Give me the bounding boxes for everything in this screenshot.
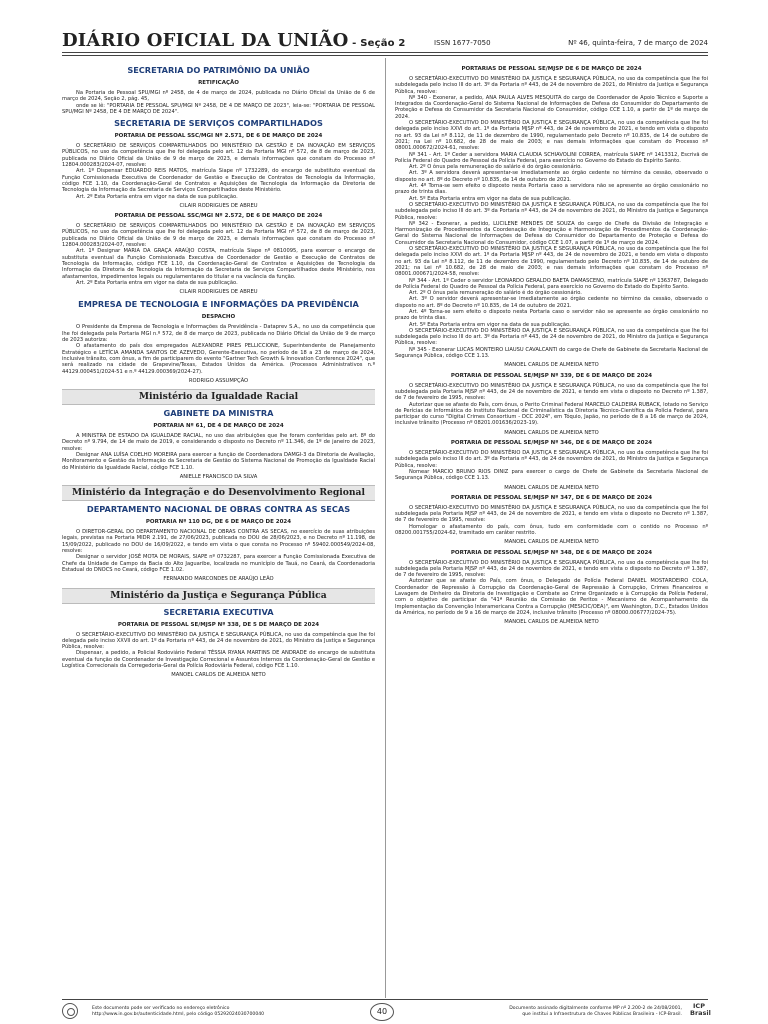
paragraph: Nº 345 - Exonerar LUCAS MONTEIRO LIAUSU CAVALCANTI do cargo de Chefe de Gabinete da Secretaria Nacional de Segurança Pública, código CCE 1.13. xyxy=(395,346,708,360)
paragraph: O SECRETÁRIO-EXECUTIVO DO MINISTÉRIO DA JUSTIÇA E SEGURANÇA PÚBLICA, no uso da competência que lhe foi subdelegada pelo inciso III do art. 3º da Portaria nº 443, de 24 de novembro de 2021, do Ministro da Justiça e Segurança Pública, resolve: xyxy=(395,327,708,347)
paragraph: O Presidente da Empresa de Tecnologia e Informações da Previdência - Dataprev S.A., no uso da competência que lhe foi delegada pela Portaria MGI n.º 572, de 8 de março de 2023, publicada no Diário Oficial da União de 9 de março de 2023 autoriza: xyxy=(62,324,375,344)
paragraph: Nº 340 - Exonerar, a pedido, ANA PAULA ALVES MESQUITA do cargo de Coordenador de Apoio Técnico e Suporte a Integrados da Coordenação-Geral do Sistema Nacional de Informações de Defesa do Consumidor do Departamento de Proteção e Defesa do Consumidor da Secretaria Nacional do Consumidor, código CCE 1.10, a partir de 1º de março de 2024. xyxy=(395,94,708,120)
paragraph: Art. 4º Torna-se sem efeito o disposto nesta Portaria caso a servidora não se apresente ao órgão cessionário no prazo de trinta dias. xyxy=(395,183,708,196)
signature: FERNANDO MARCONDES DE ARAÚJO LEÃO xyxy=(163,576,274,583)
paragraph: Art. 2º O ônus pela remuneração do salário é do órgão cessionário. xyxy=(409,164,582,171)
signature: ANIELLE FRANCISCO DA SILVA xyxy=(179,473,258,480)
paragraph: Autorizar que se afaste do País, com ônus, o Perito Criminal Federal MARCELO CALDEIRA RUBACK, lotado no Serviço de Perícias de Informática do Instituto Nacional de Criminalística da Diretoria Técnico-Científica da Polícia Federal, para participar do curso "Digital Crimes Consortium - DCC 2024", em Tóquio, Japão, no período de 8 a 16 de março de 2024, inclusive trânsito (Processo nº 08201.001636/2023-19). xyxy=(395,401,708,427)
paragraph: O SECRETÁRIO-EXECUTIVO DO MINISTÉRIO DA JUSTIÇA E SEGURANÇA PÚBLICA, no uso da competência que lhe foi subdelegada pelo inciso III do art. 3º da Portaria nº 443, de 24 de novembro de 2021, do Ministro da Justiça e Segurança Pública, resolve: xyxy=(395,450,708,469)
paragraph: O SECRETÁRIO-EXECUTIVO DO MINISTÉRIO DA JUSTIÇA E SEGURANÇA PÚBLICA, no uso da competência que lhe foi delegada pelo inciso XXVII do art. 1º da Portaria nº 443, de 24 de novembro de 2021, do Ministro da Justiça e Segurança Pública, resolve: xyxy=(62,631,375,651)
org-heading: GABINETE DA MINISTRA xyxy=(163,408,274,419)
org-heading: DEPARTAMENTO NACIONAL DE OBRAS CONTRA AS SECAS xyxy=(86,504,351,515)
left-column xyxy=(62,62,375,996)
paragraph: Art. 3º O servidor deverá apresentar-se imediatamente ao órgão cedente no término da cessão, observado o disposto no art. 8º do Decreto nº 10.835, de 14 de outubro de 2021. xyxy=(395,296,708,309)
act-title: PORTARIA DE PESSOAL SSC/MGI Nº 2.571, DE 6 DE MARÇO DE 2024 xyxy=(114,133,323,140)
act-title: DESPACHO xyxy=(201,314,236,321)
verification-line-1: Este documento pode ser verificado no endereço eletrônico xyxy=(92,1006,230,1011)
signature: RODRIGO ASSUMPÇÃO xyxy=(188,377,249,384)
right-column xyxy=(395,62,708,996)
act-title: PORTARIA DE PESSOAL SSC/MGI Nº 2.572, DE 6 DE MARÇO DE 2024 xyxy=(114,213,323,220)
header-rule xyxy=(62,52,708,53)
act-title: RETIFICAÇÃO xyxy=(198,80,239,86)
paragraph: O SECRETÁRIO-EXECUTIVO DO MINISTÉRIO DA JUSTIÇA E SEGURANÇA PÚBLICA, no uso da competência que lhe foi subdelegada pelo inciso III do art. 3º da Portaria nº 443, de 24 de novembro de 2021, do Ministro da Justiça e Segurança Pública, resolve: xyxy=(395,201,708,221)
masthead-title: DIÁRIO OFICIAL DA UNIÃO xyxy=(62,30,349,51)
act-title: PORTARIA Nº 110 DG, DE 6 DE MARÇO DE 2024 xyxy=(145,519,292,526)
act-title: PORTARIA DE PESSOAL SE/MJSP Nº 347, DE 6 DE MARÇO DE 2024 xyxy=(450,494,653,501)
act-title: PORTARIA DE PESSOAL SE/MJSP Nº 338, DE 5 DE MARÇO DE 2024 xyxy=(117,621,320,628)
org-heading: SECRETARIA DO PATRIMÔNIO DA UNIÃO xyxy=(127,65,310,75)
verification-note xyxy=(92,1006,322,1017)
issn: ISSN 1677-7050 xyxy=(434,39,491,47)
signature: MANOEL CARLOS DE ALMEIDA NETO xyxy=(504,484,599,491)
icp-brasil-logo: ICP Brasil xyxy=(690,1002,711,1017)
paragraph: Homologar o afastamento do país, com ônus, tudo em conformidade com o contido no Processo nº 08200.001755/2024-62, tramitado em caráter restrito. xyxy=(395,523,708,536)
paragraph: Art. 5º Esta Portaria entra em vigor na data de sua publicação. xyxy=(409,321,571,328)
paragraph: O SECRETÁRIO-EXECUTIVO DO MINISTÉRIO DA JUSTIÇA E SEGURANÇA PÚBLICA, no uso da competência que lhe foi subdelegada pelo inciso III do art. 3º da Portaria nº 443, de 24 de novembro de 2021, do Ministro da Justiça e Segurança Pública, resolve: xyxy=(395,76,708,95)
paragraph: onde se lê: "PORTARIA DE PESSOAL SPU/MGI Nº 2458, DE 4 DE MARÇO DE 2023", leia-se: "PORTARIA DE PESSOAL SPU/MGI Nº 2458, DE 4 DE MARÇO DE 2024". xyxy=(62,102,375,115)
paragraph: A MINISTRA DE ESTADO DA IGUALDADE RACIAL, no uso das atribuições que lhe foram conferidas pelo art. 8º do Decreto nº 9.794, de 14 de maio de 2019, e considerando o disposto no Decreto nº 11.346, de 1º de janeiro de 2023, resolve: xyxy=(62,433,375,452)
paragraph: O SECRETÁRIO DE SERVIÇOS COMPARTILHADOS DO MINISTÉRIO DA GESTÃO E DA INOVAÇÃO EM SERVIÇOS PÚBLICOS, no uso da competência que lhe foi delegada pelo art. 12 da Portaria MGI nº 572, de 8 de março de 2023, publicada no Diário Oficial da União de 9 de março de 2023, e demais informações que constam do Processo nº 12804.000283/2024-07, resolve: xyxy=(62,143,375,169)
paragraph: O SECRETÁRIO-EXECUTIVO DO MINISTÉRIO DA JUSTIÇA E SEGURANÇA PÚBLICA, no uso da competência que lhe foi delegada pelo inciso XXVI do art. 1º da Portaria MJSP nº 443, de 24 de novembro de 2021, e tendo em vista o disposto no art. 93 da Lei nº 8.112, de 11 de dezembro de 1990, regulamentado pelo Decreto nº 10.835, de 14 de outubro de 2021; na Lei nº 10.682, de 28 de maio de 2003; e nas demais informações que constam do Processo nº 08001.000671/2024-58, resolve: xyxy=(395,246,708,278)
paragraph: Art. 4º Torna-se sem efeito o disposto nesta Portaria caso o servidor não se apresente ao órgão cessionário no prazo de trinta dias. xyxy=(395,308,708,322)
page-header xyxy=(62,30,708,51)
ministry-banner: Ministério da Justiça e Segurança Pública xyxy=(62,588,375,604)
signature: MANOEL CARLOS DE ALMEIDA NETO xyxy=(504,619,599,626)
paragraph: Nomear MARCIO BRUNO RIOS DINIZ para exercer o cargo de Chefe de Gabinete da Secretaria Nacional de Segurança Pública, código CCE 1.13. xyxy=(395,468,708,482)
ministry-banner: Ministério da Igualdade Racial xyxy=(62,389,375,405)
paragraph: O SECRETÁRIO-EXECUTIVO DO MINISTÉRIO DA JUSTIÇA E SEGURANÇA PÚBLICA, no uso da competência que lhe foi subdelegada pela Portaria MJSP nº 443, de 24 de novembro de 2021, e tendo em vista o disposto no Decreto nº 1.387, de 7 de fevereiro de 1995, resolve: xyxy=(395,559,708,579)
section-label: - Seção 2 xyxy=(348,38,406,49)
signature: MANOEL CARLOS DE ALMEIDA NETO xyxy=(504,429,599,436)
act-title: PORTARIA DE PESSOAL SE/MJSP Nº 346, DE 6 DE MARÇO DE 2024 xyxy=(450,440,653,447)
signature: CILAIR RODRIGUES DE ABREU xyxy=(179,202,258,209)
paragraph: Autorizar que se afaste do País, com ônus, o Delegado de Polícia Federal DANIEL MOSTARDEIRO COLA, Coordenador de Repressão à Corrupção da Coordenação-Geral de Repressão à Corrupção, Crimes Financeiros e Lavagem de Dinheiro da Diretoria de Investigação e Combate ao Crime Organizado e à Corrupção da Polícia Federal, com o objetivo de participar da "41ª Reunião da Comissão de Peritos - Mecanismo de Acompanhamento da Implementação da Convenção Interamericana Contra a Corrupção (MESICIC/OEA)", em Washington, D.C., Estados Unidos da América, no período de 9 a 16 de março de 2024, inclusive trânsito (Processo nº 08000.006777/2024-75). xyxy=(395,578,708,616)
masthead xyxy=(62,30,406,51)
paragraph: Art. 1º Designar MARIA DA GRAÇA ARAÚJO COSTA, matrícula Siape nº 0810095, para exercer o encargo de substituta eventual da Função Comissionada Executiva de Coordenador de Gestão e Execução de Contratos de Tecnologia da Informação, código FCE 1.10, da Coordenação-Geral de Contratos e Aquisições de Tecnologia da Informação da Diretoria de Tecnologia da Informação da Secretaria de Serviços Compartilhados deste Ministério, nos afastamentos, impedimentos legais ou regulamentares do titular e na vacância da função. xyxy=(62,248,375,280)
paragraph: O SECRETÁRIO-EXECUTIVO DO MINISTÉRIO DA JUSTIÇA E SEGURANÇA PÚBLICA, no uso da competência que lhe foi delegada pelo inciso XXVI do art. 1º da Portaria MJSP nº 443, de 24 de novembro de 2021, e tendo em vista o disposto no art. 93 da Lei nº 8.112, de 11 de dezembro de 1990, regulamentado pelo Decreto nº 10.835, de 14 de outubro de 2021; na Lei nº 10.682, de 28 de maio de 2003; e nas demais informações que constam do Processo nº 08001.000672/2024-61, resolve: xyxy=(395,120,708,152)
paragraph: Art. 1º Dispensar EDUARDO REIS MATOS, matrícula Siape nº 1732289, do encargo de substituto eventual da Função Comissionada Executiva de Coordenador de Gestão e Execução de Contratos de Tecnologia da Informação, código FCE 1.10, da Coordenação-Geral de Contratos e Aquisições de Tecnologia da Informação da Diretoria de Tecnologia da Informação da Secretaria de Serviços Compartilhados deste Ministério. xyxy=(62,168,375,194)
paragraph: Art. 2º O ônus pela remuneração do salário é do órgão cessionário. xyxy=(409,290,582,297)
page-number: 40 xyxy=(370,1003,394,1021)
signature-note xyxy=(462,1006,682,1017)
act-title: PORTARIA DE PESSOAL SE/MJSP Nº 339, DE 6 DE MARÇO DE 2024 xyxy=(450,372,653,379)
paragraph: Nº 342 - Exonerar, a pedido, LUCILENE MENDES DE SOUZA do cargo de Chefe da Divisão de Integração e Harmonização de Procedimentos da Coordenação de Integração e Harmonização de Procedimentos da Coordenação-Geral do Sistema Nacional de Informações de Defesa do Consumidor do Departamento de Proteção e Defesa do Consumidor da Secretaria Nacional do Consumidor, código CCE 1.07, a partir de 1º de março de 2024. xyxy=(395,220,708,246)
org-heading: SECRETARIA DE SERVIÇOS COMPARTILHADOS xyxy=(114,118,323,129)
paragraph: O SECRETÁRIO-EXECUTIVO DO MINISTÉRIO DA JUSTIÇA E SEGURANÇA PÚBLICA, no uso da competência que lhe foi subdelegada pela Portaria MJSP nº 443, de 24 de novembro de 2021, e tendo em vista o disposto no Decreto nº 1.387, de 7 de fevereiro de 1995, resolve: xyxy=(395,504,708,524)
paragraph: Art. 2º Esta Portaria entra em vigor na data de sua publicação. xyxy=(76,279,238,286)
paragraph: O SECRETÁRIO DE SERVIÇOS COMPARTILHADOS DO MINISTÉRIO DA GESTÃO E DA INOVAÇÃO EM SERVIÇOS PÚBLICOS, no uso da competência que lhe foi delegada pelo art. 12 da Portaria MGI nº 572, de 8 de março de 2023, publicada no Diário Oficial da União de 9 de março de 2023, e demais informações que constam do Processo nº 12804.000283/2024-07, resolve: xyxy=(62,223,375,249)
ministry-banner: Ministério da Integração e do Desenvolvimento Regional xyxy=(62,485,375,501)
signature-note-line-2: que institui a Infraestrutura de Chaves Públicas Brasileira - ICP-Brasil. xyxy=(522,1011,682,1017)
signature: MANOEL CARLOS DE ALMEIDA NETO xyxy=(504,539,599,546)
paragraph: O DIRETOR-GERAL DO DEPARTAMENTO NACIONAL DE OBRAS CONTRA AS SECAS, no exercício de suas atribuições legais, previstas na Portaria MIDR 2.191, de 27/06/2023, publicada no DOU de 28/06/2023, e no Decreto nº 11.198, de 15/09/2022, publicado no DOU de 16/09/2022, e tendo em vista o que consta no Processo nº 59402.000549/2024-08, resolve: xyxy=(62,529,375,555)
paragraph: O afastamento do país dos empregados ALEXANDRE PIRES PELLICCIONE, Superintendente de Planejamento Estratégico e LETÍCIA AMANDA SANTOS DE AZEVEDO, Gerente-Executiva, no período de 18 a 23 de março de 2024, inclusive trânsito, com ônus, a fim de participarem do evento "Gartner Tech Growth & Innovation Conference 2024", que será realizado na cidade de Grapevine/Texas, Estados Unidos da América. (Processos Administrativos n.º 44129.000451/2024-51 e n.º 44129.000369/2024-27). xyxy=(62,343,375,375)
paragraph: Nº 341 - Art. 1º Ceder a servidora MARIA CLAUDIA SCHIAVOLINI CORREA, matrícula SIAPE nº 1413312, Escrivã de Polícia Federal do Quadro de Pessoal da Polícia Federal, para exercício no Governo do Estado do Espírito Santo. xyxy=(395,151,708,164)
signature: MANOEL CARLOS DE ALMEIDA NETO xyxy=(171,672,266,679)
signature: CILAIR RODRIGUES DE ABREU xyxy=(179,289,258,296)
paragraph: Nº 344 - Art. 1º Ceder o servidor LEONARDO GERALDO BAETA DAMASCENO, matrícula SIAPE nº 1363787, Delegado de Polícia Federal do Quadro de Pessoal da Polícia Federal, para exercício no Governo do Estado do Espírito Santo. xyxy=(395,277,708,290)
act-title: PORTARIA DE PESSOAL SE/MJSP Nº 348, DE 6 DE MARÇO DE 2024 xyxy=(450,549,653,556)
edition-info: Nº 46, quinta-feira, 7 de março de 2024 xyxy=(568,39,708,47)
paragraph: Dispensar, a pedido, a Policial Rodoviário Federal TÉSSIA RYANA MARTINS DE ANDRADE do encargo de substituta eventual da função de Coordenador de Investigação Correcional e Assuntos Internos da Coordenação-Geral de Gestão e Logística Correcionais da Corregedoria-Geral da Polícia Rodoviária Federal, código FCE 1.10. xyxy=(62,650,375,670)
org-heading: EMPRESA DE TECNOLOGIA E INFORMAÇÕES DA PREVIDÊNCIA xyxy=(78,299,359,310)
signature-note-line-1: Documento assinado digitalmente conforme MP nº 2.200-2 de 24/08/2001, xyxy=(509,1006,682,1011)
act-title: PORTARIAS DE PESSOAL SE/MJSP DE 6 DE MARÇO DE 2024 xyxy=(461,66,642,72)
paragraph: Art. 5º Esta Portaria entra em vigor na data de sua publicação. xyxy=(409,195,571,202)
coat-of-arms-icon xyxy=(62,1003,78,1019)
column-divider xyxy=(385,58,386,998)
paragraph: Designar ANA LUÍSA COELHO MOREIRA para exercer a função de Coordenadora DAMGI-3 da Diretoria de Avaliação, Monitoramento e Gestão da Informação da Secretaria de Gestão do Sistema Nacional de Promoção da Igualdade Racial do Ministério da Igualdade Racial, código FCE 1.10. xyxy=(62,451,375,471)
paragraph: Designar o servidor JOSÉ MOTA DE MORAIS, SIAPE nº 0732287, para exercer a Função Comissionada Executiva de Chefe da Unidade de Campo da Bacia do Alto Jaguaribe, localizada no município de Tauá, no Ceará, da Coordenadoria Estadual do DNOCS no Ceará, código FCE 1.02. xyxy=(62,554,375,573)
verification-url[interactable]: http://www.in.gov.br/autenticidade.html, pelo código 05292024030700040 xyxy=(92,1011,265,1017)
paragraph: Art. 3º A servidora deverá apresentar-se imediatamente ao órgão cedente no término da cessão, observado o disposto no art. 8º do Decreto nº 10.835, de 14 de outubro de 2021. xyxy=(395,170,708,183)
header-rule-2 xyxy=(62,55,708,56)
footer-rule xyxy=(62,999,708,1000)
paragraph: Art. 2º Esta Portaria entra em vigor na data de sua publicação. xyxy=(76,193,238,200)
act-title: PORTARIA Nº 61, DE 4 DE MARÇO DE 2024 xyxy=(153,423,284,430)
org-heading: SECRETARIA EXECUTIVA xyxy=(163,606,274,617)
signature: MANOEL CARLOS DE ALMEIDA NETO xyxy=(504,362,599,369)
page-footer xyxy=(62,1002,711,1023)
paragraph: Na Portaria de Pessoal SPU/MGI nº 2458, de 4 de março de 2024, publicada no Diário Oficial da União de 6 de março de 2024, Seção 2, pág. 45, xyxy=(62,90,375,103)
paragraph: O SECRETÁRIO-EXECUTIVO DO MINISTÉRIO DA JUSTIÇA E SEGURANÇA PÚBLICA, no uso da competência que lhe foi subdelegada pela Portaria MJSP nº 443, de 24 de novembro de 2021, e tendo em vista o disposto no Decreto nº 1.387, de 7 de fevereiro de 1995, resolve: xyxy=(395,382,708,402)
